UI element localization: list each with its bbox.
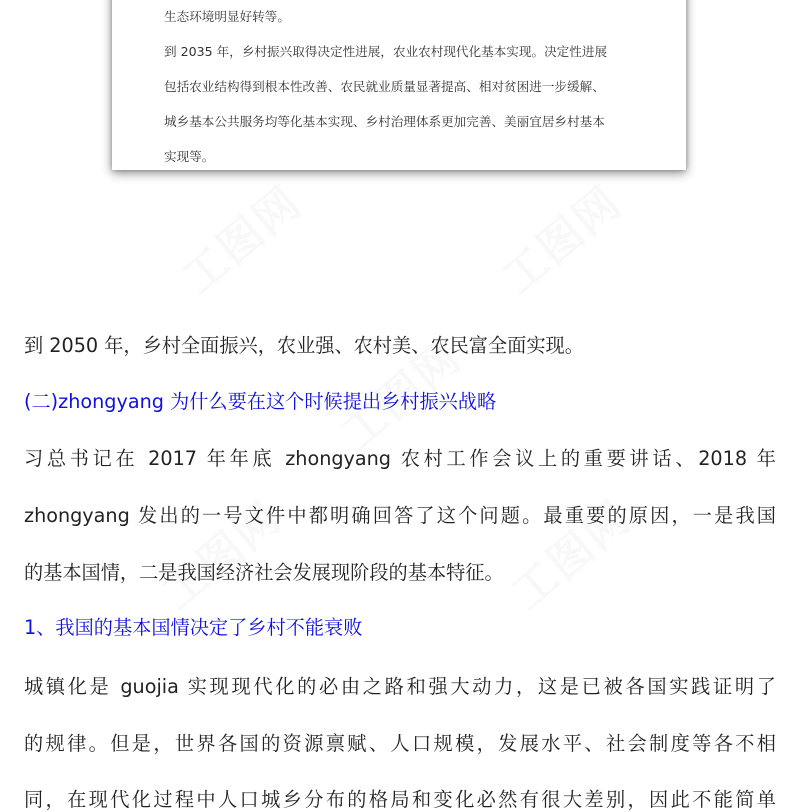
paragraph-2050: 到 2050 年，乡村全面振兴，农业强、农村美、农民富全面实现。 — [24, 334, 584, 357]
document-card — [112, 0, 686, 170]
watermark-logo: 工图网 — [502, 491, 642, 620]
section-heading-why-now: (二)zhongyang 为什么要在这个时候提出乡村振兴战略 — [24, 390, 497, 413]
watermark-logo: 工图网 — [172, 176, 312, 305]
card-text-line: 城乡基本公共服务均等化基本实现、乡村治理体系更加完善、美丽宜居乡村基本 — [164, 114, 605, 129]
watermark-logo: 工图网 — [152, 491, 292, 620]
section-heading-national-conditions: 1、我国的基本国情决定了乡村不能衰败 — [24, 616, 363, 639]
paragraph-urbanization-line: 的规律。但是，世界各国的资源禀赋、人口规模，发展水平、社会制度等各不相 — [24, 732, 776, 755]
card-text-line: 生态环境明显好转等。 — [164, 9, 290, 24]
watermark-logo: 工图网 — [492, 176, 632, 305]
watermark-logo: 工图网 — [332, 331, 472, 460]
card-text-line: 实现等。 — [164, 149, 215, 164]
paragraph-reason-line: zhongyang 发出的一号文件中都明确回答了这个问题。最重要的原因，一是我国 — [24, 504, 776, 527]
card-text-line: 包括农业结构得到根本性改善、农民就业质量显著提高、相对贫困进一步缓解、 — [164, 79, 605, 94]
card-text-line: 到 2035 年，乡村振兴取得决定性进展，农业农村现代化基本实现。决定性进展 — [164, 44, 608, 59]
paragraph-urbanization-line: 城镇化是 guojia 实现现代化的必由之路和强大动力，这是已被各国实践证明了 — [24, 675, 776, 698]
paragraph-reason-line: 的基本国情，二是我国经济社会发展现阶段的基本特征。 — [24, 561, 504, 584]
paragraph-urbanization-line: 同，在现代化过程中人口城乡分布的格局和变化必然有很大差别，因此不能简单 — [24, 788, 776, 811]
paragraph-reason-line: 习总书记在 2017 年年底 zhongyang 农村工作会议上的重要讲话、2018 年 — [24, 447, 776, 470]
